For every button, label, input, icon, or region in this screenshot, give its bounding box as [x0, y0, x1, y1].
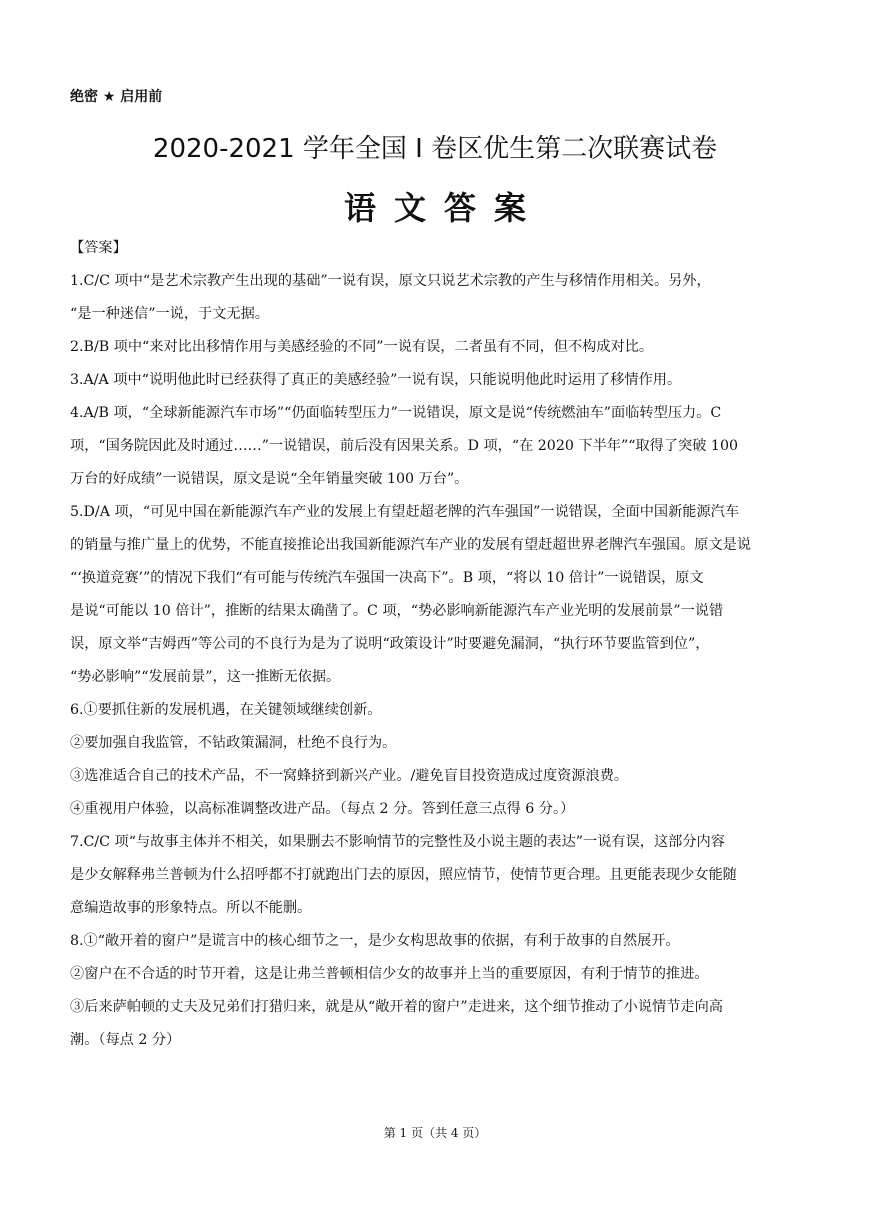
- answer-line: ②要加强自我监管，不钻政策漏洞，杜绝不良行为。: [70, 735, 397, 751]
- answer-section: [70, 232, 805, 1057]
- answer-line: 8.①“敞开着的窗户”是谎言中的核心细节之一，是少女构思故事的依据，有利于故事的自然展开。: [70, 933, 680, 949]
- answer-line: ②窗户在不合适的时节开着，这是让弗兰普顿相信少女的故事并上当的重要原因，有利于情节的推进。: [70, 966, 709, 982]
- answer-line: “势必影响”“发展前景”，这一推断无依据。: [70, 669, 341, 685]
- answer-line: “是一种迷信”一说，于文无据。: [70, 306, 269, 322]
- answer-line: 是说“可能以 10 倍计”，推断的结果太确凿了。C 项，“势必影响新能源汽车产业光明的发展前景”一说错: [70, 603, 724, 619]
- answer-line: 5.D/A 项，“可见中国在新能源汽车产业的发展上有望赶超老牌的汽车强国”一说错误，全面中国新能源汽车: [70, 504, 740, 520]
- answer-line: 的销量与推广量上的优势，不能直接推论出我国新能源汽车产业的发展有望赶超世界老牌汽车强国。原文是说: [70, 537, 752, 553]
- section-label: 【答案】: [70, 240, 127, 256]
- answer-line: 2.B/B 项中“来对比出移情作用与美感经验的不同”一说有误，二者虽有不同，但不构成对比。: [70, 339, 654, 355]
- answer-line: 7.C/C 项“与故事主体并不相关，如果删去不影响情节的完整性及小说主题的表达”一说有误，这部分内容: [70, 834, 725, 850]
- answer-line: “‘换道竞赛’”的情况下我们“有可能与传统汽车强国一决高下”。B 项，“将以 10 倍计”一说错误，原文: [70, 570, 704, 586]
- answer-line: 万台的好成绩”一说错误，原文是说“全年销量突破 100 万台”。: [70, 471, 469, 487]
- answer-line: 误，原文举“吉姆西”等公司的不良行为是为了说明“政策设计”时要避免漏洞，“执行环节要监管到位”，: [70, 636, 710, 652]
- answer-line: 6.①要抓住新的发展机遇，在关键领域继续创新。: [70, 702, 382, 718]
- answer-line: 是少女解释弗兰普顿为什么招呼都不打就跑出门去的原因，照应情节，使情节更合理。且更能表现少女能随: [70, 867, 737, 883]
- answer-line: 项，“国务院因此及时通过……”一说错误，前后没有因果关系。D 项，“在 2020 下半年”“取得了突破 100: [70, 438, 738, 454]
- confidential-label: 绝密 ★ 启用前: [70, 89, 163, 105]
- subject-title: 语文答案: [343, 189, 544, 227]
- answer-line: 意编造故事的形象特点。所以不能删。: [70, 900, 312, 916]
- answer-line: 3.A/A 项中“说明他此时已经获得了真正的美感经验”一说有误，只能说明他此时运用了移情作用。: [70, 372, 682, 388]
- answer-line: ③后来萨帕顿的丈夫及兄弟们打猎归来，就是从“敞开着的窗户”走进来，这个细节推动了小说情节走向高: [70, 999, 723, 1015]
- answer-line: 潮。（每点 2 分）: [70, 1032, 181, 1048]
- page-footer: 第 1 页（共 4 页）: [383, 1126, 487, 1140]
- answer-line: 1.C/C 项中“是艺术宗教产生出现的基础”一说有误，原文只说艺术宗教的产生与移情作用相关。另外，: [70, 273, 711, 289]
- answer-line: ③选准适合自己的技术产品，不一窝蜂挤到新兴产业。/避免盲目投资造成过度资源浪费。: [70, 768, 629, 784]
- answer-line: 4.A/B 项，“全球新能源汽车市场”“仍面临转型压力”一说错误，原文是说“传统燃油车”面临转型压力。C: [70, 405, 722, 421]
- exam-title: 2020-2021 学年全国 I 卷区优生第二次联赛试卷: [152, 134, 718, 164]
- answer-line: ④重视用户体验，以高标准调整改进产品。（每点 2 分。答到任意三点得 6 分。）: [70, 801, 575, 817]
- answer-lines: [70, 265, 805, 1057]
